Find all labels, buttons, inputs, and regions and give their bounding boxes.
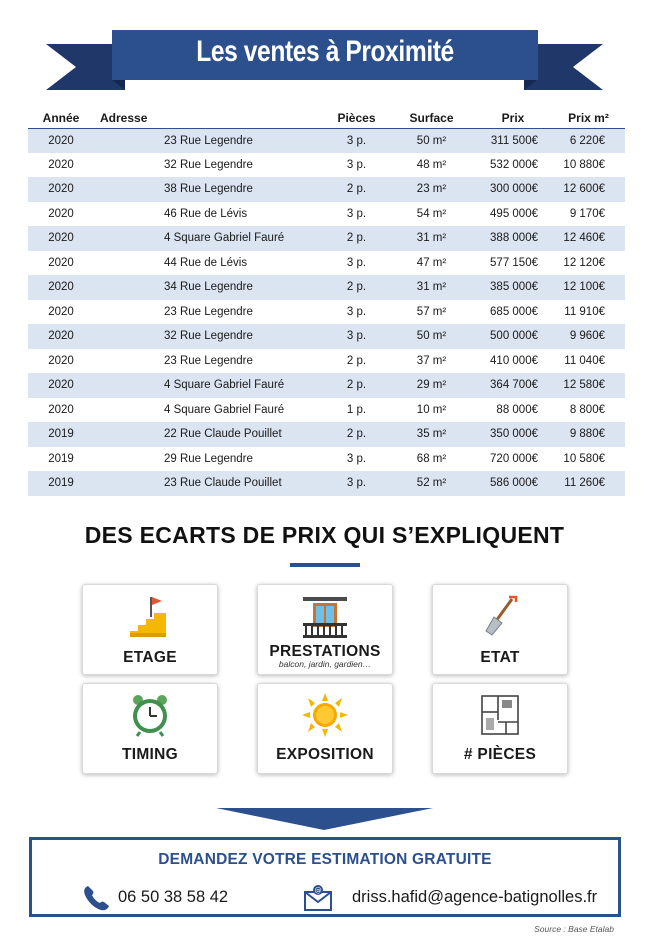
cell-year: 2020	[28, 275, 94, 300]
cell-price: 388 000€	[474, 226, 552, 251]
table-row	[28, 275, 625, 300]
cell-address: 4 Square Gabriel Fauré	[94, 226, 324, 251]
cell-price-m2: 9 960€	[552, 324, 625, 349]
cell-surface: 50 m²	[389, 324, 474, 349]
table-row	[28, 128, 625, 153]
cell-address: 38 Rue Legendre	[94, 177, 324, 202]
cell-surface: 31 m²	[389, 226, 474, 251]
shovel-icon	[476, 593, 524, 639]
cell-surface: 10 m²	[416, 403, 447, 416]
table-header-row	[28, 109, 625, 128]
cell-address: 23 Rue Legendre	[164, 305, 253, 318]
cell-address: 4 Square Gabriel Fauré	[94, 373, 324, 398]
floor-plan-icon	[476, 692, 524, 738]
cell-year: 2020	[28, 128, 94, 153]
sales-table-body	[28, 128, 625, 496]
cell-price: 311 500€	[474, 128, 552, 153]
cell-year: 2020	[48, 256, 74, 269]
title-underline	[290, 563, 360, 567]
cell-year: 2020	[48, 305, 74, 318]
balcony-icon	[301, 593, 349, 639]
table-row	[28, 202, 625, 227]
cell-price: 532 000€	[490, 158, 538, 171]
cell-price: 495 000€	[490, 207, 538, 220]
cell-surface: 48 m²	[416, 158, 447, 171]
cell-surface: 54 m²	[416, 207, 447, 220]
cell-rooms: 2 p.	[324, 275, 389, 300]
cell-surface: 37 m²	[416, 354, 447, 367]
cell-year: 2020	[48, 207, 74, 220]
cell-address: 46 Rue de Lévis	[164, 207, 248, 220]
phone-number[interactable]: 06 50 38 58 42	[118, 888, 229, 906]
table-row	[28, 373, 625, 398]
cell-surface: 23 m²	[389, 177, 474, 202]
table-row	[28, 153, 625, 178]
table-row	[28, 349, 625, 374]
col-header-price-m2: Prix m²	[552, 109, 625, 128]
cell-rooms: 2 p.	[324, 226, 389, 251]
card-label-timing: TIMING	[121, 746, 179, 763]
cell-price: 586 000€	[474, 471, 552, 496]
cell-surface: 68 m²	[416, 452, 447, 465]
cell-rooms: 2 p.	[346, 354, 367, 367]
cell-price: 410 000€	[490, 354, 538, 367]
cell-surface: 50 m²	[389, 128, 474, 153]
cell-price: 577 150€	[490, 256, 538, 269]
cell-rooms: 3 p.	[346, 452, 367, 465]
card-label-etage: ETAGE	[123, 649, 177, 666]
cell-year: 2020	[28, 324, 94, 349]
cell-rooms: 3 p.	[346, 256, 367, 269]
table-row	[28, 251, 625, 276]
cell-year: 2019	[28, 471, 94, 496]
cell-price-m2: 10 880€	[563, 158, 605, 171]
cell-price-m2: 11 260€	[552, 471, 625, 496]
cell-price: 685 000€	[490, 305, 538, 318]
down-arrow-icon	[216, 808, 433, 832]
card-prestations	[257, 584, 393, 675]
col-header-rooms: Pièces	[324, 109, 389, 128]
cell-address: 34 Rue Legendre	[94, 275, 324, 300]
cell-surface: 35 m²	[389, 422, 474, 447]
estimation-cta	[29, 837, 621, 917]
cell-rooms: 2 p.	[324, 373, 389, 398]
col-header-surface: Surface	[389, 109, 474, 128]
cell-price-m2: 6 220€	[552, 128, 625, 153]
cell-price: 364 700€	[474, 373, 552, 398]
cell-rooms: 3 p.	[324, 128, 389, 153]
cell-year: 2020	[28, 177, 94, 202]
cell-price-m2: 11 040€	[564, 354, 605, 367]
table-row	[28, 300, 625, 325]
cell-rooms: 1 p.	[346, 403, 367, 416]
cell-price: 300 000€	[474, 177, 552, 202]
cell-year: 2019	[28, 422, 94, 447]
table-row	[28, 226, 625, 251]
cell-price-m2: 9 880€	[552, 422, 625, 447]
cell-price-m2: 12 460€	[552, 226, 625, 251]
card-sub-prestations: balcon, jardin, gardien…	[278, 659, 372, 669]
cell-address: 29 Rue Legendre	[164, 452, 253, 465]
cell-year: 2020	[48, 158, 74, 171]
cell-year: 2020	[48, 403, 74, 416]
cell-address: 32 Rue Legendre	[164, 158, 253, 171]
stairs-flag-icon	[126, 593, 174, 639]
card-exposition	[257, 683, 393, 774]
table-row	[28, 447, 625, 472]
cell-address: 44 Rue de Lévis	[164, 256, 248, 269]
cell-year: 2020	[48, 354, 74, 367]
cell-price: 500 000€	[474, 324, 552, 349]
cell-rooms: 3 p.	[346, 305, 367, 318]
card-label-pieces: # PIÈCES	[463, 746, 537, 763]
phone-icon	[82, 884, 112, 912]
card-label-etat: ETAT	[480, 649, 520, 666]
cell-surface: 52 m²	[389, 471, 474, 496]
cell-surface: 29 m²	[389, 373, 474, 398]
cell-rooms: 2 p.	[324, 177, 389, 202]
email-address[interactable]: driss.hafid@agence-batignolles.fr	[352, 888, 598, 906]
cell-address: 23 Rue Legendre	[164, 354, 253, 367]
alarm-clock-icon	[126, 692, 174, 738]
cell-address: 4 Square Gabriel Fauré	[164, 403, 285, 416]
cell-price-m2: 8 800€	[569, 403, 605, 416]
table-row	[28, 177, 625, 202]
col-header-year: Année	[28, 109, 94, 128]
cell-year: 2020	[28, 373, 94, 398]
cell-address: 23 Rue Claude Pouillet	[94, 471, 324, 496]
cell-rooms: 3 p.	[324, 324, 389, 349]
col-header-price: Prix	[474, 109, 552, 128]
cell-address: 22 Rue Claude Pouillet	[94, 422, 324, 447]
card-etage	[82, 584, 218, 675]
card-etat	[432, 584, 568, 675]
cell-surface: 57 m²	[416, 305, 447, 318]
cell-year: 2019	[48, 452, 74, 465]
sales-table	[28, 109, 625, 496]
card-label-exposition: EXPOSITION	[276, 746, 374, 763]
source-note: Source : Base Etalab	[534, 924, 614, 934]
cell-price: 350 000€	[474, 422, 552, 447]
sun-icon	[301, 692, 349, 738]
cell-address: 23 Rue Legendre	[94, 128, 324, 153]
cell-address: 32 Rue Legendre	[94, 324, 324, 349]
cell-price-m2: 11 910€	[564, 305, 605, 318]
cell-price: 720 000€	[490, 452, 538, 465]
cell-price: 385 000€	[474, 275, 552, 300]
table-row	[28, 422, 625, 447]
cell-rooms: 2 p.	[324, 422, 389, 447]
cell-price-m2: 12 120€	[563, 256, 605, 269]
cell-rooms: 3 p.	[324, 471, 389, 496]
title-banner	[0, 0, 649, 95]
col-header-address: Adresse	[94, 109, 324, 128]
table-row	[28, 471, 625, 496]
cell-rooms: 3 p.	[346, 207, 367, 220]
card-pieces	[432, 683, 568, 774]
cell-rooms: 3 p.	[346, 158, 367, 171]
table-row	[28, 324, 625, 349]
card-label-prestations: PRESTATIONS	[269, 643, 381, 660]
cell-price-m2: 12 100€	[552, 275, 625, 300]
cell-surface: 47 m²	[416, 256, 447, 269]
cell-price-m2: 12 600€	[552, 177, 625, 202]
table-row	[28, 398, 625, 423]
cell-price-m2: 12 580€	[552, 373, 625, 398]
svg-text:@: @	[314, 886, 322, 895]
card-timing	[82, 683, 218, 774]
cell-price-m2: 10 580€	[563, 452, 605, 465]
cell-price: 88 000€	[496, 403, 538, 416]
cta-title: DEMANDEZ VOTRE ESTIMATION GRATUITE	[158, 851, 492, 868]
mail-icon	[303, 884, 333, 912]
cell-price-m2: 9 170€	[569, 207, 605, 220]
cell-year: 2020	[28, 226, 94, 251]
banner-title: Les ventes à Proximité	[196, 35, 454, 68]
cell-surface: 31 m²	[389, 275, 474, 300]
section-title: DES ECARTS DE PRIX QUI S’EXPLIQUENT	[84, 522, 565, 548]
